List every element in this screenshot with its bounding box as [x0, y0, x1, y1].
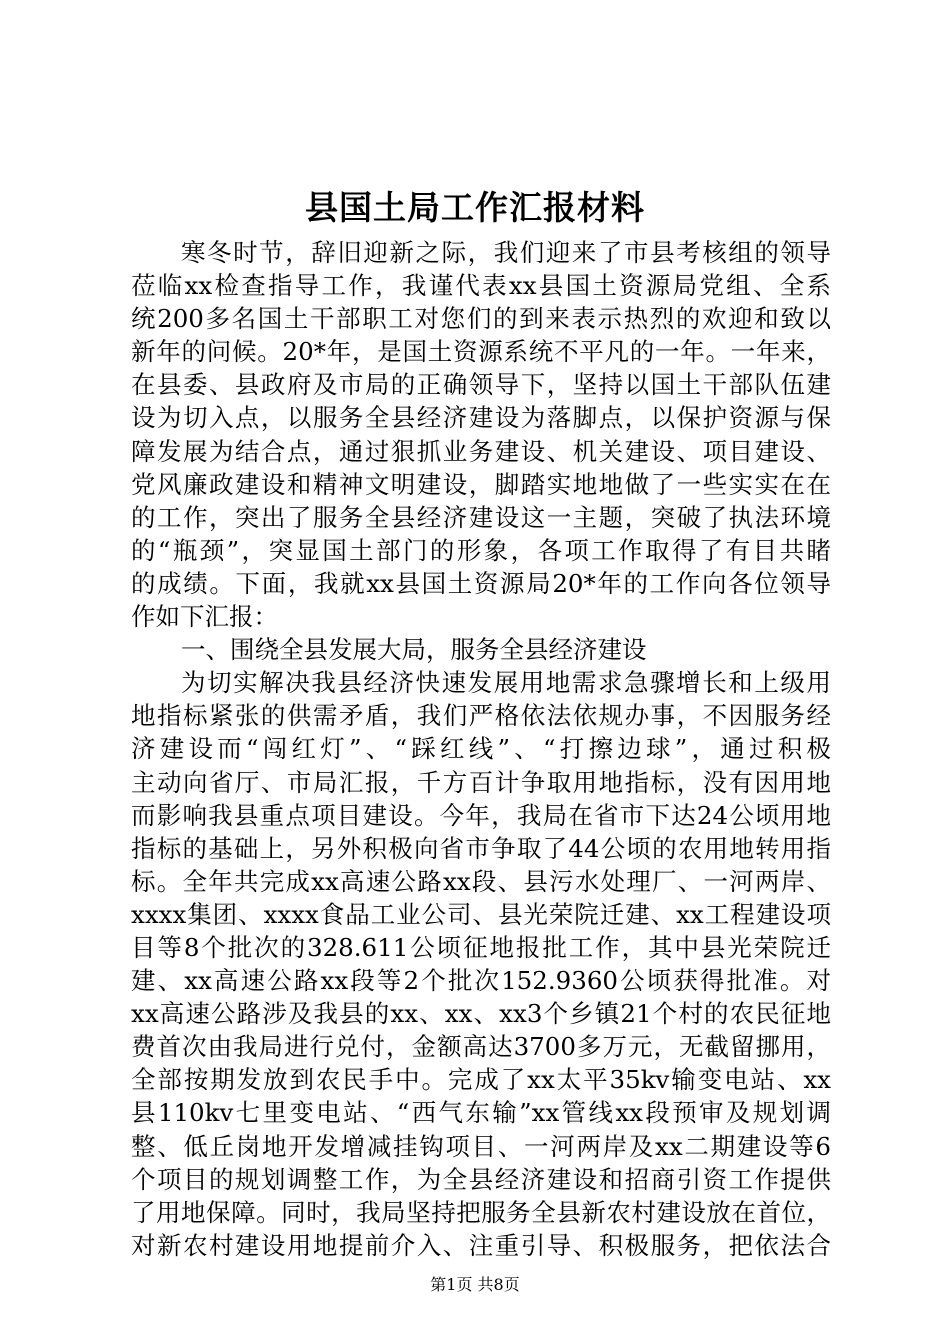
body-text-line: 莅临xx检查指导工作，我谨代表xx县国土资源局党组、全系 — [131, 271, 831, 301]
body-text-line: 建、xx高速公路xx段等2个批次152.9360公顷获得批准。对 — [131, 966, 831, 996]
body-text-line: 的“瓶颈”，突显国土部门的形象，各项工作取得了有目共睹 — [131, 535, 831, 565]
body-text-line: 统200多名国土干部职工对您们的到来表示热烈的欢迎和致以 — [131, 304, 831, 334]
body-text-line: 地指标紧张的供需矛盾，我们严格依法依规办事，不因服务经 — [131, 701, 831, 731]
body-text-line: 对新农村建设用地提前介入、注重引导、积极服务，把依法合 — [131, 1230, 831, 1260]
body-text-line: 了用地保障。同时，我局坚持把服务全县新农村建设放在首位， — [131, 1197, 831, 1227]
body-text-line: 一、围绕全县发展大局，服务全县经济建设 — [181, 635, 647, 665]
body-text-line: 的工作，突出了服务全县经济建设这一主题，突破了执法环境 — [131, 502, 831, 532]
body-text-line: 个项目的规划调整工作，为全县经济建设和招商引资工作提供 — [131, 1164, 831, 1194]
body-text-line: 党风廉政建设和精神文明建设，脚踏实地地做了一些实实在在 — [131, 469, 831, 499]
body-text-line: 主动向省厅、市局汇报，千方百计争取用地指标，没有因用地 — [131, 767, 831, 797]
body-text-line: 作如下汇报： — [131, 602, 278, 632]
body-text-line: 县110kv七里变电站、“西气东输”xx管线xx段预审及规划调 — [131, 1098, 831, 1128]
body-text-line: xx高速公路涉及我县的xx、xx、xx3个乡镇21个村的农民征地 — [131, 999, 831, 1029]
document-body — [131, 236, 831, 1262]
body-text-line: 目等8个批次的328.611公顷征地报批工作，其中县光荣院迁 — [131, 932, 831, 962]
body-text-line: 整、低丘岗地开发增减挂钩项目、一河两岸及xx二期建设等6 — [131, 1131, 831, 1161]
page-footer: 第1页 共8页 — [430, 1275, 520, 1294]
body-text-line: 济建设而“闯红灯”、“踩红线”、“打擦边球”，通过积极 — [131, 734, 831, 764]
body-text-line: 在县委、县政府及市局的正确领导下，坚持以国土干部队伍建 — [131, 370, 831, 400]
body-text-line: 障发展为结合点，通过狠抓业务建设、机关建设、项目建设、 — [131, 436, 831, 466]
body-text-line: 全部按期发放到农民手中。完成了xx太平35kv输变电站、xx — [131, 1065, 831, 1095]
body-text-line: 设为切入点，以服务全县经济建设为落脚点，以保护资源与保 — [131, 403, 831, 433]
body-text-line: 的成绩。下面，我就xx县国土资源局20*年的工作向各位领导 — [131, 568, 831, 598]
body-text-line: 标。全年共完成xx高速公路xx段、县污水处理厂、一河两岸、 — [131, 866, 831, 896]
body-text-line: 新年的问候。20*年，是国土资源系统不平凡的一年。一年来， — [131, 337, 831, 367]
body-text-line: 而影响我县重点项目建设。今年，我局在省市下达24公顷用地 — [131, 800, 831, 830]
body-text-line: 寒冬时节，辞旧迎新之际，我们迎来了市县考核组的领导 — [181, 238, 831, 267]
body-text-line: xxxx集团、xxxx食品工业公司、县光荣院迁建、xx工程建设项 — [131, 899, 831, 929]
document-title: 县国土局工作汇报材料 — [305, 188, 645, 227]
body-text-line: 为切实解决我县经济快速发展用地需求急骤增长和上级用 — [181, 668, 831, 698]
body-text-line: 费首次由我局进行兑付，金额高达3700多万元，无截留挪用， — [131, 1032, 831, 1062]
body-text-line: 指标的基础上，另外积极向省市争取了44公顷的农用地转用指 — [131, 833, 831, 863]
